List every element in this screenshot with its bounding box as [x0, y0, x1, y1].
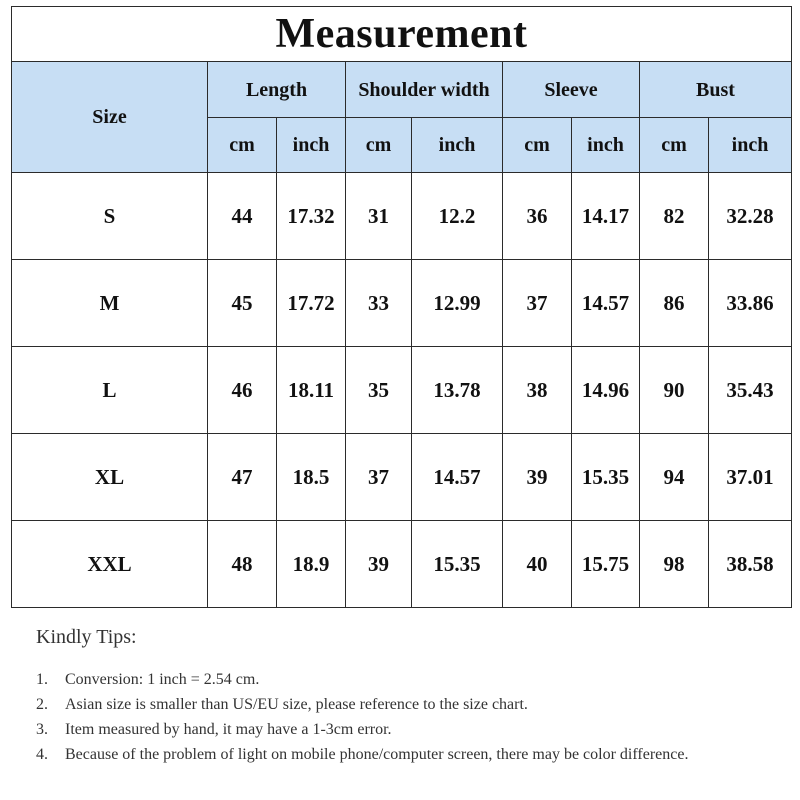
table-title: Measurement	[12, 7, 792, 62]
unit-header: cm	[208, 118, 277, 173]
size-cell: XXL	[12, 521, 208, 608]
table-row	[12, 260, 792, 347]
value-cell: 18.5	[277, 434, 346, 521]
tip-item	[36, 694, 776, 716]
value-cell: 38.58	[709, 521, 792, 608]
size-cell: XL	[12, 434, 208, 521]
tip-number: 2.	[36, 696, 48, 713]
value-cell: 14.96	[572, 347, 640, 434]
tips-list	[36, 669, 776, 766]
header-sleeve: Sleeve	[503, 62, 640, 118]
unit-header: inch	[277, 118, 346, 173]
value-cell: 12.2	[412, 173, 503, 260]
header-shoulder-width: Shoulder width	[346, 62, 503, 118]
unit-header: cm	[640, 118, 709, 173]
value-cell: 44	[208, 173, 277, 260]
value-cell: 17.32	[277, 173, 346, 260]
tip-text: Asian size is smaller than US/EU size, please reference to the size chart.	[65, 696, 528, 713]
value-cell: 98	[640, 521, 709, 608]
value-cell: 15.35	[412, 521, 503, 608]
size-cell: M	[12, 260, 208, 347]
value-cell: 35	[346, 347, 412, 434]
value-cell: 39	[503, 434, 572, 521]
value-cell: 12.99	[412, 260, 503, 347]
value-cell: 18.11	[277, 347, 346, 434]
header-bust: Bust	[640, 62, 792, 118]
value-cell: 40	[503, 521, 572, 608]
unit-header: inch	[572, 118, 640, 173]
value-cell: 14.57	[412, 434, 503, 521]
tip-text: Because of the problem of light on mobile phone/computer screen, there may be color difference.	[65, 746, 689, 763]
tip-item	[36, 719, 776, 741]
tips-title: Kindly Tips:	[36, 626, 137, 648]
table-row	[12, 347, 792, 434]
kindly-tips	[36, 626, 776, 769]
value-cell: 15.75	[572, 521, 640, 608]
value-cell: 48	[208, 521, 277, 608]
value-cell: 14.17	[572, 173, 640, 260]
value-cell: 45	[208, 260, 277, 347]
value-cell: 86	[640, 260, 709, 347]
unit-header: inch	[709, 118, 792, 173]
value-cell: 82	[640, 173, 709, 260]
value-cell: 37	[503, 260, 572, 347]
tip-text: Item measured by hand, it may have a 1-3cm error.	[65, 721, 392, 738]
value-cell: 14.57	[572, 260, 640, 347]
value-cell: 94	[640, 434, 709, 521]
value-cell: 36	[503, 173, 572, 260]
tip-number: 1.	[36, 671, 48, 688]
size-cell: L	[12, 347, 208, 434]
value-cell: 35.43	[709, 347, 792, 434]
value-cell: 37.01	[709, 434, 792, 521]
size-cell: S	[12, 173, 208, 260]
table-row	[12, 521, 792, 608]
value-cell: 17.72	[277, 260, 346, 347]
value-cell: 31	[346, 173, 412, 260]
header-size: Size	[12, 62, 208, 173]
value-cell: 13.78	[412, 347, 503, 434]
value-cell: 38	[503, 347, 572, 434]
header-length: Length	[208, 62, 346, 118]
value-cell: 37	[346, 434, 412, 521]
tip-number: 3.	[36, 721, 48, 738]
value-cell: 32.28	[709, 173, 792, 260]
value-cell: 33	[346, 260, 412, 347]
unit-header: inch	[412, 118, 503, 173]
table-row	[12, 173, 792, 260]
tip-item	[36, 744, 776, 766]
value-cell: 46	[208, 347, 277, 434]
tip-text: Conversion: 1 inch = 2.54 cm.	[65, 671, 260, 688]
value-cell: 18.9	[277, 521, 346, 608]
tip-number: 4.	[36, 746, 48, 763]
value-cell: 33.86	[709, 260, 792, 347]
tip-item	[36, 669, 776, 691]
table-row	[12, 434, 792, 521]
unit-header: cm	[503, 118, 572, 173]
value-cell: 15.35	[572, 434, 640, 521]
unit-header: cm	[346, 118, 412, 173]
value-cell: 47	[208, 434, 277, 521]
value-cell: 90	[640, 347, 709, 434]
size-chart-table	[11, 6, 792, 608]
value-cell: 39	[346, 521, 412, 608]
